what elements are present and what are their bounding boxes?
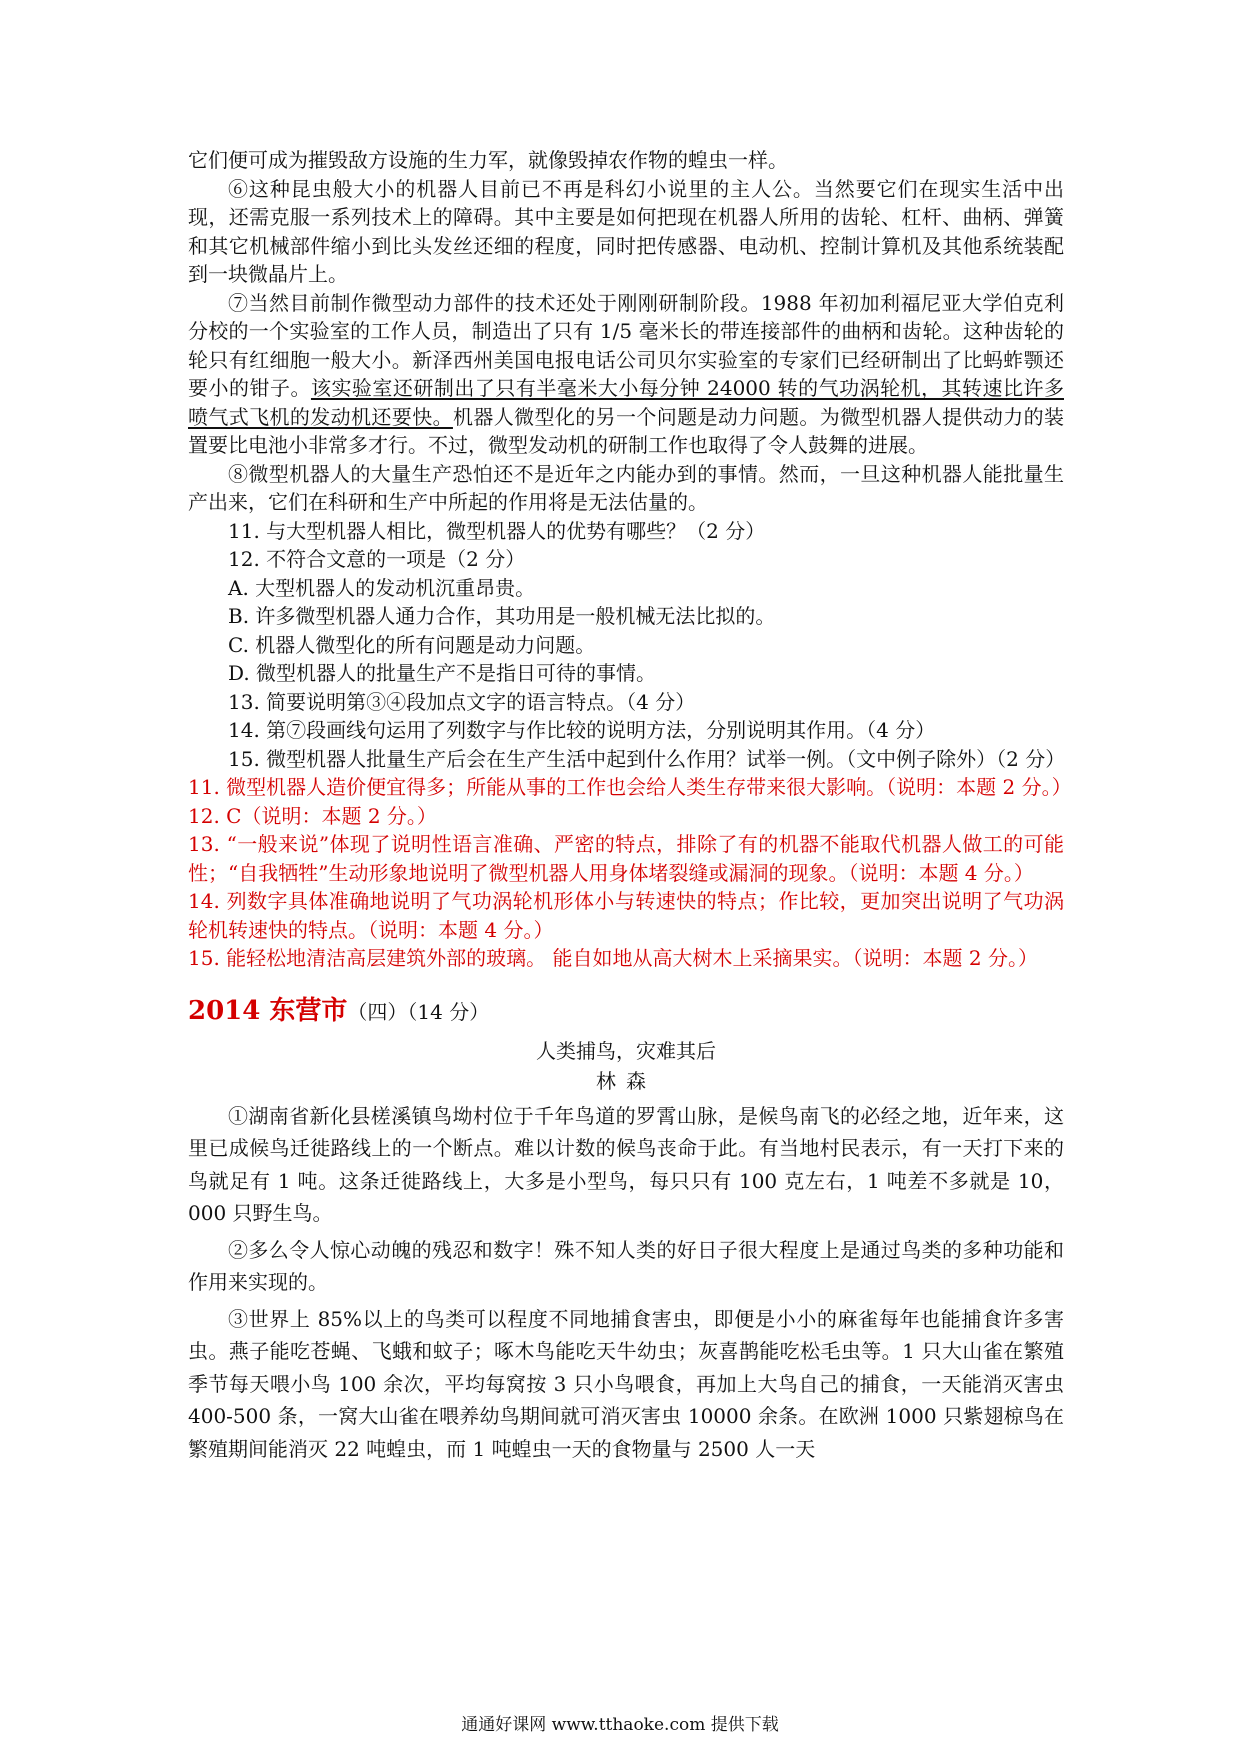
section-heading [188,995,1064,1028]
passage1-continuation: 它们便可成为摧毁敌方设施的生力军，就像毁掉农作物的蝗虫一样。 [188,148,788,172]
p7-underlined-sentence: 该实验室还研制出了只有半毫米大小每分钟 24000 转的气功涡轮机，其转速比许多喷气式飞机的发动机还要快。 [188,376,1064,429]
answer-item: 13. “一般来说”体现了说明性语言准确、严密的特点，排除了有的机器不能取代机器人做工的可能性；“自我牺牲”生动形象地说明了微型机器人用身体堵裂缝或漏洞的现象。（说明：本题 4 分。） [188,832,1064,885]
answer-item: 14. 列数字具体准确地说明了气功涡轮机形体小与转速快的特点；作比较，更加突出说明了气功涡轮机转速快的特点。（说明：本题 4 分。） [188,889,1064,942]
page-footer: 通通好课网 www.tthaoke.com 提供下载 [461,1715,779,1735]
question-item: 12. 不符合文意的一项是（2 分） [228,547,526,571]
p7-text-a: ⑦当然目前制作微型动力部件的技术还处于刚刚研制阶段。1988 年初加利福尼亚大学伯克利分校的一个实验室的工作人员，制造出了只有 1/5 毫米长的带连接部件的曲柄和齿轮。这种齿轮的轮只有红细胞一般大小。新泽西州美国电报电话公司贝尔实验室的专家们已经研制出了比蚂蚱颚还要小的钳子。 [188,290,1064,400]
passage1-paragraph-8: ⑧微型机器人的大量生产恐怕还不是近年之内能办到的事情。然而，一旦这种机器人能批量生产出来，它们在科研和生产中所起的作用将是无法估量的。 [188,461,1064,514]
question-item: 11. 与大型机器人相比，微型机器人的优势有哪些？（2 分） [228,518,766,543]
question-option: A. 大型机器人的发动机沉重昂贵。 [228,575,536,600]
question-list [188,517,1064,774]
section-year-city: 2014 东营市 [188,995,348,1026]
article-body [188,1100,1064,1466]
question-item: 14. 第⑦段画线句运用了列数字与作比较的说明方法，分别说明其作用。（4 分） [228,718,936,742]
answer-item: 15. 能轻松地清洁高层建筑外部的玻璃。 能自如地从高大树木上采摘果实。（说明：本题 2 分。） [188,946,1038,970]
article-author: 林森 [596,1068,656,1093]
question-option: B. 许多微型机器人通力合作，其功用是一般机械无法比拟的。 [228,604,776,628]
question-item: 15. 微型机器人批量生产后会在生产生活中起到什么作用？试举一例。（文中例子除外）（2 分） [228,746,1066,771]
question-item: 13. 简要说明第③④段加点文字的语言特点。（4 分） [228,689,696,714]
document-page [188,146,1072,1465]
article-paragraph-1: ①湖南省新化县槎溪镇鸟坳村位于千年鸟道的罗霄山脉，是候鸟南飞的必经之地，近年来，这里已成候鸟迁徙路线上的一个断点。难以计数的候鸟丧命于此。有当地村民表示，有一天打下来的鸟就足有 1 吨。这条迁徙路线上，大多是小型鸟，每只只有 100 克左右，1 吨差不多就是 10，000 只野生鸟。 [188,1103,1064,1225]
passage1-paragraph-6: ⑥这种昆虫般大小的机器人目前已不再是科幻小说里的主人公。当然要它们在现实生活中出现，还需克服一系列技术上的障碍。其中主要是如何把现在机器人所用的齿轮、杠杆、曲柄、弹簧和其它机械部件缩小到比头发丝还细的程度，同时把传感器、电动机、控制计算机及其他系统装配到一块微晶片上。 [188,176,1064,286]
article-title: 人类捕鸟，灾难其后 [536,1038,716,1063]
answer-item: 12. C（说明：本题 2 分。） [188,803,437,828]
article-paragraph-3: ③世界上 85%以上的鸟类可以程度不同地捕食害虫，即便是小小的麻雀每年也能捕食许多害虫。燕子能吃苍蝇、飞蛾和蚊子；啄木鸟能吃天牛幼虫；灰喜鹊能吃松毛虫等。1 只大山雀在繁殖季节每天喂小鸟 100 余次，平均每窝按 3 只小鸟喂食，再加上大鸟自己的捕食，一天能消灭害虫 400-500 条，一窝大山雀在喂养幼鸟期间就可消灭害虫 10000 余条。在欧洲 1000 只紫翅椋鸟在繁殖期间能消灭 22 吨蝗虫，而 1 吨蝗虫一天的食物量与 2500 人一天 [188,1306,1064,1461]
passage1-paragraph-7 [188,289,1064,460]
section-suffix: （四）（14 分） [347,999,490,1024]
question-option: D. 微型机器人的批量生产不是指日可待的事情。 [228,661,657,685]
answer-item: 11. 微型机器人造价便宜得多；所能从事的工作也会给人类生存带来很大影响。（说明：本题 2 分。） [188,775,1072,799]
article-paragraph-2: ②多么令人惊心动魄的残忍和数字！殊不知人类的好日子很大程度上是通过鸟类的多种功能和作用来实现的。 [188,1237,1064,1294]
answer-list [188,773,1072,973]
question-option: C. 机器人微型化的所有问题是动力问题。 [228,632,596,657]
p7-text-b: 机器人微型化的另一个问题是动力问题。为微型机器人提供动力的装置要比电池小非常多才行。不过，微型发动机的研制工作也取得了令人鼓舞的进展。 [188,404,1065,457]
